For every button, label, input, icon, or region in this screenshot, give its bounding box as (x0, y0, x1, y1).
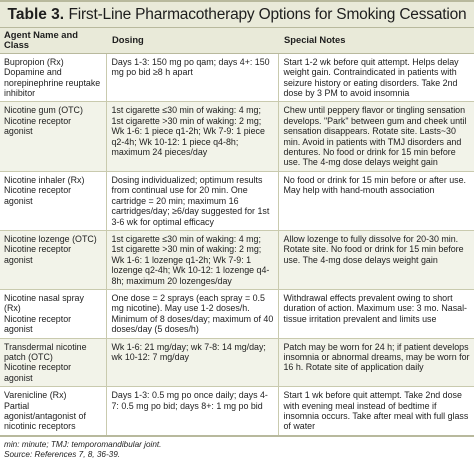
dosing-cell: 1st cigarette ≤30 min of waking: 4 mg; 1st cigarette >30 min of waking: 2 mg; Wk 1-6: 1 piece q1-2h; Wk 7-9: 1 piece q2-4h; Wk 10-12: 1 piece q4-8h; maximum 24 pieces/day (106, 102, 278, 171)
table-row (0, 338, 474, 387)
table-row (0, 53, 474, 102)
table-row (0, 102, 474, 171)
table-footnotes (0, 437, 474, 470)
table-number: Table 3. (7, 6, 65, 23)
notes-cell: No food or drink for 15 min before or after use. May help with hand-mouth association (278, 171, 474, 230)
dosing-cell: Days 1-3: 150 mg po qam; days 4+: 150 mg po bid ≥8 h apart (106, 53, 278, 102)
table-title (0, 0, 474, 28)
table-row (0, 230, 474, 289)
table-header-row (0, 28, 474, 53)
table-row (0, 289, 474, 338)
source-footnote: Source: References 7, 8, 36-39. (4, 449, 121, 459)
agent-cell: Nicotine lozenge (OTC) Nicotine receptor agonist (0, 230, 106, 289)
agent-cell: Nicotine gum (OTC) Nicotine receptor agonist (0, 102, 106, 171)
notes-cell: Withdrawal effects prevalent owing to short duration of action. Maximum use: 3 mo. Nasal-tissue irritation prevalent and limits use (278, 289, 474, 338)
agent-cell: Varenicline (Rx) Partial agonist/antagonist of nicotinic receptors (0, 387, 106, 436)
table-row (0, 171, 474, 230)
dosing-cell: Dosing individualized; optimum results from continual use for 20 min. One cartridge = 20 min; maximum 16 cartridges/day; ≥6/day suggested for 1st 3-6 wk for optimal efficacy (106, 171, 278, 230)
agent-cell: Nicotine inhaler (Rx) Nicotine receptor agonist (0, 171, 106, 230)
dosing-cell: 1st cigarette ≤30 min of waking: 4 mg; 1st cigarette >30 min of waking: 2 mg; Wk 1-6: 1 lozenge q1-2h; Wk 7-9: 1 lozenge q2-4h; Wk 10-12: 1 lozenge q4-8h; maximum 20 lozenges/day (106, 230, 278, 289)
notes-cell: Chew until peppery flavor or tingling sensation develops. "Park" between gum and cheek until sensation disappears. Rotate site. Lasts~30 min. Avoid in patients with TMJ disorders and dentures. No food or drink for 15 min before use. The 4-mg dose delays weight gain (278, 102, 474, 171)
column-header-notes: Special Notes (278, 28, 474, 53)
column-header-agent: Agent Name and Class (0, 28, 106, 53)
table-title-text: First-Line Pharmacotherapy Options for Smoking Cessation (68, 6, 467, 23)
notes-cell: Start 1 wk before quit attempt. Take 2nd dose with evening meal instead of bedtime if insomnia occurs. Take after meal with full glass of water (278, 387, 474, 436)
notes-cell: Start 1-2 wk before quit attempt. Helps delay weight gain. Contraindicated in patients with seizure history or eating disorders. Take 2nd dose by 3 PM to avoid insomnia (278, 53, 474, 102)
table-row (0, 387, 474, 436)
abbreviation-footnote: min: minute; TMJ: temporomandibular joint. (4, 439, 162, 449)
agent-cell: Bupropion (Rx) Dopamine and norepinephrine reuptake inhibitor (0, 53, 106, 102)
dosing-cell: One dose = 2 sprays (each spray = 0.5 mg nicotine). May use 1-2 doses/h. Minimum of 8 doses/day; maximum of 40 doses/day (5 doses/h) (106, 289, 278, 338)
dosing-cell: Days 1-3: 0.5 mg po once daily; days 4-7: 0.5 mg po bid; days 8+: 1 mg po bid (106, 387, 278, 436)
notes-cell: Patch may be worn for 24 h; if patient develops insomnia or abnormal dreams, may be worn for 16 h. Rotate site of application daily (278, 338, 474, 387)
pharmacotherapy-table (0, 28, 474, 437)
agent-cell: Transdermal nicotine patch (OTC) Nicotine receptor agonist (0, 338, 106, 387)
dosing-cell: Wk 1-6: 21 mg/day; wk 7-8: 14 mg/day; wk 10-12: 7 mg/day (106, 338, 278, 387)
column-header-dosing: Dosing (106, 28, 278, 53)
notes-cell: Allow lozenge to fully dissolve for 20-30 min. Rotate site. No food or drink for 15 min before use. The 4-mg dose delays weight gain (278, 230, 474, 289)
agent-cell: Nicotine nasal spray (Rx) Nicotine receptor agonist (0, 289, 106, 338)
